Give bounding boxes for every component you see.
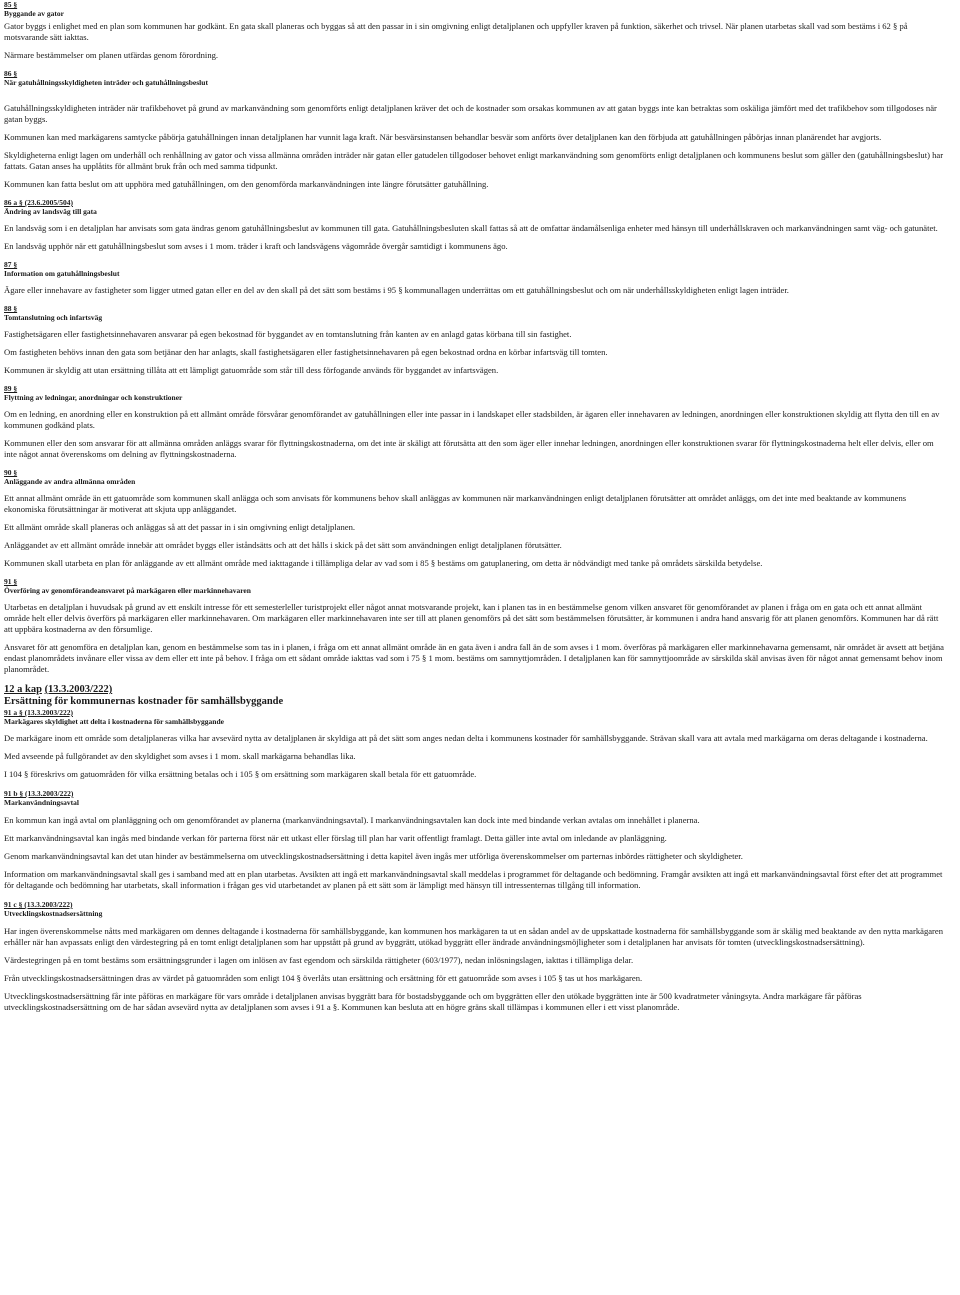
document-page: [4, 0, 948, 1013]
paragraph: En landsväg som i en detaljplan har anvisats som gata ändras genom gatuhållningsbeslut av kommunen till gata. Gatuhållningsbesluten skall fattas så att de omfattar ändamålsenliga enheter med hänsyn till underhållskraven och markanvändningen samt väg- och gatunätet.: [4, 223, 938, 233]
paragraph: Om fastigheten behövs innan den gata som betjänar den har anlagts, skall fastighetsägaren eller fastighetsinnehavaren på egen bekostnad ordna en körbar infartsväg till tomten.: [4, 347, 608, 357]
paragraph: Från utvecklingskostnadsersättningen dras av värdet på gatuområden som enligt 104 § överlåts utan ersättning och ersättning för ett gatuområde som avses i 105 § tas ut hos markägaren.: [4, 973, 643, 983]
paragraph: Ett allmänt område skall planeras och anläggas så att det passar in i sin omgivning enligt detaljplanen.: [4, 522, 356, 532]
section-heading: Markägares skyldighet att delta i kostnaderna för samhällsbyggande: [4, 717, 224, 726]
section: [4, 468, 948, 569]
paragraph: Värdestegringen på en tomt bestäms som ersättningsgrunder i lagen om inlösen av fast egendom och särskilda rättigheter (603/1977), nedan inlösningslagen, iakttas i tillämpliga delar.: [4, 955, 634, 965]
section: [4, 304, 948, 376]
paragraph: Om en ledning, en anordning eller en konstruktion på ett allmänt område försvårar genomförandet av gatuhållningen eller inte passar in i landskapet eller stadsbilden, är ägaren eller innehavaren av ledningen, anordningen eller konstruktionen skyldig att flytta den till en av kommunen godkänd plats.: [4, 409, 940, 430]
section: [4, 0, 948, 61]
section-number: 86 §: [4, 69, 18, 78]
section: [4, 789, 948, 891]
paragraph: Gator byggs i enlighet med en plan som kommunen har godkänt. En gata skall planeras och byggas så att den passar in i sin omgivning enligt detaljplanen och uppfyller kraven på funktion, säkerhet och trivsel. När planen utarbetas skall vad som bestäms i 62 § på motsvarande sätt iakttas.: [4, 21, 908, 42]
chapter-date: (13.3.2003/222): [44, 684, 113, 695]
section-number: 91 §: [4, 577, 18, 586]
paragraph: En kommun kan ingå avtal om planläggning och om genomförandet av planerna (markanvändningsavtal). I markanvändningsavtalen kan dock inte med bindande verkan avtalas om innehållet i planerna.: [4, 815, 700, 825]
paragraph: De markägare inom ett område som detaljplaneras vilka har avsevärd nytta av detaljplanen är skyldiga att på det sätt som anges nedan delta i kommunens kostnader för samhällsbyggande. Strävan skall vara att avtala med markägarna om deras deltagande i kostnaderna.: [4, 733, 928, 743]
section: [4, 708, 948, 780]
section-number: 91 c § (13.3.2003/222): [4, 900, 73, 909]
section-number: 87 §: [4, 260, 18, 269]
chapter-heading: [4, 684, 948, 708]
section-heading: Överföring av genomförandeansvaret på markägaren eller markinnehavaren: [4, 586, 251, 595]
section: [4, 69, 948, 190]
section-number: 91 b § (13.3.2003/222): [4, 789, 74, 798]
section-number: 86 a § (23.6.2005/504): [4, 198, 73, 207]
section-heading: Markanvändningsavtal: [4, 798, 80, 807]
paragraph: Har ingen överenskommelse nåtts med markägaren om dennes deltagande i kostnaderna för samhällsbyggande, kan kommunen hos markägaren ta ut en sådan andel av de uppskattade kostnaderna för samhällsbyggande som är skälig med beaktande av den nytta markägaren erhåller när han avpassats enligt den värdestegring på en tomt enligt detaljplanen som har uppstått på grund av byggrätt, utökad byggrätt eller ändrade användningsmöjligheter som i detaljplanen har anvisats för tomten (utvecklingskostnadsersättning).: [4, 926, 944, 947]
section-heading: Anläggande av andra allmänna områden: [4, 477, 136, 486]
section: [4, 577, 948, 675]
paragraph: Information om markanvändningsavtal skall ges i samband med att en plan utarbetas. Avsikten att ingå ett markanvändningsavtal skall meddelas i programmet för deltagande och bedömning. Framgår avsikten att ingå ett markanvändningsavtal först efter det att programmet för deltagande och bedömning har utarbetats, skall information i frågan ges vid utarbetandet av planen på ett sätt som är lämpligt med hänsyn till intressenternas tillgång till information.: [4, 869, 943, 890]
paragraph: Ansvaret för att genomföra en detaljplan kan, genom en bestämmelse som tas in i planen, i fråga om ett annat allmänt område än en gata även i andra fall än de som avses i 1 mom. överföras på markägaren eller markinnehavarna gemensamt, när området är avsett att betjäna endast planområdets invånare eller vissa av dem eller ett inte på behov. I fråga om ett sådant område iakttas vad som i 75 § 1 mom. bestäms om samnyttjområden. I detaljplanen kan för samnyttjoområde av särskilda skäl anvisas även för något annat gemensamt behov inom planområdet.: [4, 642, 944, 674]
section-heading: Tomtanslutning och infartsväg: [4, 313, 103, 322]
section: [4, 260, 948, 296]
section: [4, 198, 948, 252]
section-number: 89 §: [4, 384, 18, 393]
paragraph: Skyldigheterna enligt lagen om underhåll och renhållning av gator och vissa allmänna områden inträder när gatan eller gatudelen tillgodoser behovet enligt markanvändning som genomförts enligt detaljplanen och kommunens beslut som gäller den (gatuhållningsbeslut) har fattats. Gatan anses ha upplåtits för allmänt bruk från och med samma tidpunkt.: [4, 150, 944, 171]
section-heading: Flyttning av ledningar, anordningar och konstruktioner: [4, 393, 183, 402]
paragraph: Gatuhållningsskyldigheten inträder när trafikbehovet på grund av markanvändning som genomförts enligt detaljplanen kräver det och de kostnader som orsakas kommunen av att gatan byggs inte kan betraktas som oskäliga jämfört med det trafikbehov som tillgodoses när gatan byggs.: [4, 103, 937, 124]
chapter-number: 12 a kap: [4, 684, 42, 695]
paragraph: Anläggandet av ett allmänt område innebär att området byggs eller iståndsätts och att det hålls i skick på det sätt som användningen enligt detaljplanen förutsätter.: [4, 540, 562, 550]
section-heading: Byggande av gator: [4, 9, 64, 18]
paragraph: Genom markanvändningsavtal kan det utan hinder av bestämmelserna om utvecklingskostnadsersättning i detta kapitel även ingås mer utförliga överenskommelser om parternas inbördes rättigheter och skyldigheter.: [4, 851, 743, 861]
paragraph: Utvecklingskostnadsersättning får inte påföras en markägare för vars område i detaljplanen anvisas byggrätt bara för bostadsbyggande och om byggrätten eller den utökade byggrätten inte är 500 kvadratmeter våningsyta. Andra markägare får påföras utvecklingskostnadsersättning om de har sådan avsevärd nytta av detaljplanen som avses i 91 a §. Kommunen kan besluta att en högre gräns skall tillämpas i kommunen eller i ett visst planområde.: [4, 991, 862, 1012]
paragraph: Kommunen kan med markägarens samtycke påbörja gatuhållningen innan detaljplanen har vunnit laga kraft. När besvärsinstansen behandlar besvär som anförts över detaljplanen kan den förbjuda att gatuhållningen påbörjas innan planärendet har avgjorts.: [4, 132, 882, 142]
paragraph: Utarbetas en detaljplan i huvudsak på grund av ett enskilt intresse för ett semesterleller turistprojekt eller något annat motsvarande projekt, kan i planen tas in en bestämmelse genom vilken ansvaret för genomförandet av planen i fråga om en gata och ett annat allmänt område helt eller delvis överförs på markägaren eller markinnehavaren. Om markägaren eller markinnehavaren inte ser till att planen genomförs på det sätt som bestämmelsen förutsätter, är kommunen i andra hand ansvarig för att planen genomförs. Kommunen har då rätt att uppbära kostnaderna av den försumlige.: [4, 602, 939, 634]
section-number: 90 §: [4, 468, 18, 477]
section-heading: Ändring av landsväg till gata: [4, 207, 97, 216]
section: [4, 900, 948, 1013]
paragraph: Närmare bestämmelser om planen utfärdas genom förordning.: [4, 50, 219, 60]
paragraph: Ett markanvändningsavtal kan ingås med bindande verkan för parterna först när ett utkast eller förslag till plan har varit offentligt framlagt. Detta gäller inte avtal om inledande av planläggning.: [4, 833, 667, 843]
section-heading: När gatuhållningsskyldigheten inträder och gatuhållningsbeslut: [4, 78, 208, 87]
paragraph: Kommunen eller den som ansvarar för att allmänna områden anläggs svarar för flyttningskostnaderna, om det inte är skäligt att förutsätta att den som äger eller innehar ledningen, anordningen eller konstruktionen svarar för flyttningskostnaderna helt eller delvis, eller om inte något annat överenskoms om delning av flyttningskostnaderna.: [4, 438, 934, 459]
paragraph: Ett annat allmänt område än ett gatuområde som kommunen skall anlägga och som anvisats för kommunens behov skall anläggas av kommunen när markanvändningen enligt detaljplanen förutsätter att området anläggs, om det inte med beaktande av kommunens ekonomiska förutsättningar är motiverat att skjuta upp anläggandet.: [4, 493, 907, 514]
paragraph: Fastighetsägaren eller fastighetsinnehavaren ansvarar på egen bekostnad för byggandet av en tomtanslutning från kanten av en anlagd gatas körbana till sin fastighet.: [4, 329, 572, 339]
section-number: 85 §: [4, 0, 18, 9]
paragraph: I 104 § föreskrivs om gatuområden för vilka ersättning betalas och i 105 § om ersättning som markägaren skall betala för ett gatuområde.: [4, 769, 477, 779]
paragraph: Kommunen kan fatta beslut om att upphöra med gatuhållningen, om den genomförda markanvändningen inte längre förutsätter gatuhållning.: [4, 179, 489, 189]
paragraph: En landsväg upphör när ett gatuhållningsbeslut som avses i 1 mom. träder i kraft och landsvägens vägområde övergår samtidigt i kommunens ägo.: [4, 241, 508, 251]
paragraph: Kommunen skall utarbeta en plan för anläggande av ett allmänt område med iakttagande i tillämpliga delar av vad som i 85 § bestäms om gatuplanering, om detta är nödvändigt med tanke på områdets särskilda betydelse.: [4, 558, 763, 568]
section: [4, 384, 948, 460]
section-number: 91 a § (13.3.2003/222): [4, 708, 73, 717]
section-number: 88 §: [4, 304, 18, 313]
chapter-title: Ersättning för kommunernas kostnader för samhällsbyggande: [4, 696, 284, 707]
paragraph: Kommunen är skyldig att utan ersättning tillåta att ett lämpligt gatuområde som står till dess förfogande används för byggandet av infartsvägen.: [4, 365, 499, 375]
paragraph: Med avseende på fullgörandet av den skyldighet som avses i 1 mom. skall markägarna behandlas lika.: [4, 751, 356, 761]
section-heading: Utvecklingskostnadsersättning: [4, 909, 103, 918]
paragraph: Ägare eller innehavare av fastigheter som ligger utmed gatan eller en del av den skall på det sätt som bestäms i 95 § kommunallagen underrättas om ett gatuhållningsbeslut och om när underhållsskyldigheten enligt lagen inträder.: [4, 285, 789, 295]
section-heading: Information om gatuhållningsbeslut: [4, 269, 120, 278]
